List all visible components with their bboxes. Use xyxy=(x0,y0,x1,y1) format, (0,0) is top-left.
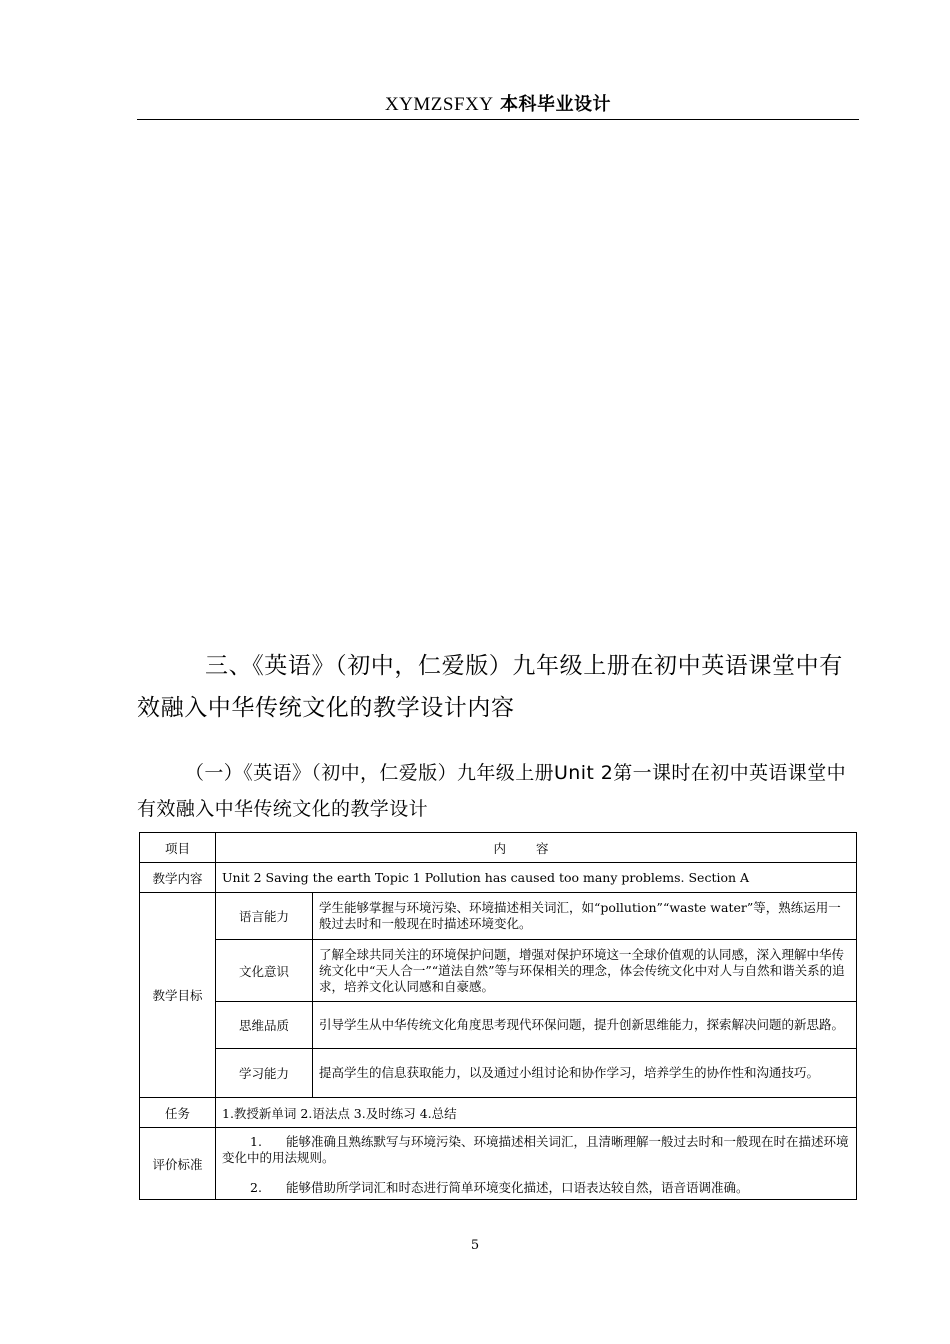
goals-label: 教学目标 xyxy=(140,893,216,1098)
eval-item: 2. 能够借助所学词汇和时态进行简单环境变化描述，口语表达较自然，语音语调准确。 xyxy=(250,1179,749,1195)
table-row xyxy=(140,893,857,940)
task-value: 1.教授新单词 2.语法点 3.及时练习 4.总结 xyxy=(216,1098,857,1128)
header-item-cell: 项目 xyxy=(140,833,216,863)
page-header xyxy=(137,90,859,116)
lesson-plan-table xyxy=(139,832,857,1200)
header-code: XYMZSFXY xyxy=(384,94,494,115)
page-number: 5 xyxy=(470,1238,480,1253)
table-row xyxy=(140,940,857,1002)
section-heading: 三、《英语》（初中，仁爱版）九年级上册在初中英语课堂中有效融入中华传统文化的教学设计内容 xyxy=(137,653,843,721)
content-value: Unit 2 Saving the earth Topic 1 Pollution has caused too many problems. Section A xyxy=(216,863,857,893)
header-content-cell: 内容 xyxy=(216,833,857,863)
table-row xyxy=(140,1002,857,1049)
table-row xyxy=(140,1128,857,1200)
task-label: 任务 xyxy=(140,1098,216,1128)
content-label: 教学内容 xyxy=(140,863,216,893)
table-row xyxy=(140,1098,857,1128)
goal-name: 语言能力 xyxy=(216,893,313,940)
goal-text: 提高学生的信息获取能力，以及通过小组讨论和协作学习，培养学生的协作性和沟通技巧。 xyxy=(313,1049,857,1098)
goal-text: 了解全球共同关注的环境保护问题，增强对保护环境这一全球价值观的认同感，深入理解中华传统文化中“天人合一”“道法自然”等与环保相关的理念，体会传统文化中对人与自然和谐关系的追求，培养文化认同感和自豪感。 xyxy=(313,940,857,1002)
header-title: 本科毕业设计 xyxy=(500,94,612,115)
header-divider xyxy=(137,119,859,120)
goal-name: 学习能力 xyxy=(216,1049,313,1098)
goal-text: 学生能够掌握与环境污染、环境描述相关词汇，如“pollution”“waste water”等，熟练运用一般过去时和一般现在时描述环境变化。 xyxy=(313,893,857,940)
goal-name: 文化意识 xyxy=(216,940,313,1002)
eval-label: 评价标准 xyxy=(140,1128,216,1200)
eval-item: 1. 能够准确且熟练默写与环境污染、环境描述相关词汇，且清晰理解一般过去时和一般现在时在描述环境变化中的用法规则。 xyxy=(222,1133,849,1165)
table-row xyxy=(140,1049,857,1098)
eval-value xyxy=(216,1128,857,1200)
table-row xyxy=(140,863,857,893)
goal-name: 思维品质 xyxy=(216,1002,313,1049)
subsection-heading: （一）《英语》（初中，仁爱版）九年级上册Unit 2第一课时在初中英语课堂中有效融入中华传统文化的教学设计 xyxy=(137,762,847,820)
goal-text: 引导学生从中华传统文化角度思考现代环保问题，提升创新思维能力，探索解决问题的新思路。 xyxy=(313,1002,857,1049)
table-header-row xyxy=(140,833,857,863)
